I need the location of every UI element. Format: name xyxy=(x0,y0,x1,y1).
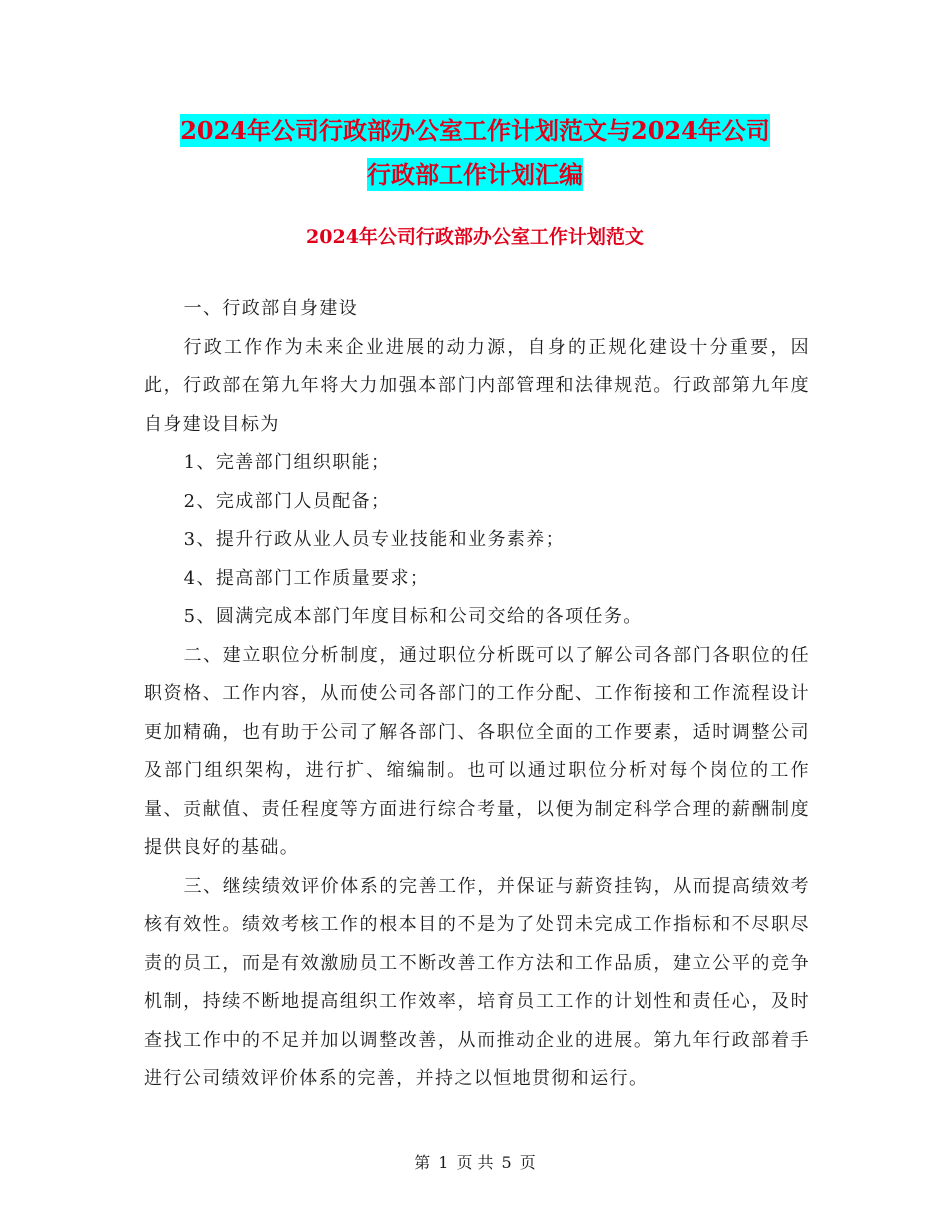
paragraph: 三、继续绩效评价体系的完善工作，并保证与薪资挂钩，从而提高绩效考核有效性。绩效考核工作的根本目的不是为了处罚未完成工作指标和不尽职尽责的员工，而是有效激励员工不断改善工作方法和工作品质，建立公平的竞争机制，持续不断地提高组织工作效率，培育员工工作的计划性和责任心，及时查找工作中的不足并加以调整改善，从而推动企业的进展。第九年行政部着手进行公司绩效评价体系的完善，并持之以恒地贯彻和运行。 xyxy=(144,875,810,1089)
document-title-line-1 xyxy=(130,108,820,154)
list-item: 3、提升行政从业人员专业技能和业务素养； xyxy=(183,529,566,550)
footer-middle: 页 共 xyxy=(456,1153,494,1172)
footer-page-number: 1 xyxy=(438,1153,449,1172)
document-title-line-2 xyxy=(130,152,820,198)
footer-prefix: 第 xyxy=(414,1153,431,1172)
list-item: 5、圆满完成本部门年度目标和公司交给的各项任务。 xyxy=(183,606,643,627)
footer-total-pages: 5 xyxy=(501,1153,512,1172)
footer-suffix: 页 xyxy=(519,1153,536,1172)
title-highlight-2: 行政部工作计划汇编 xyxy=(367,160,583,189)
document-body xyxy=(144,290,810,1099)
paragraph: 行政工作作为未来企业进展的动力源，自身的正规化建设十分重要，因此，行政部在第九年将大力加强本部门内部管理和法律规范。行政部第九年度自身建设目标为 xyxy=(144,336,810,435)
title-highlight-1: 2024年公司行政部办公室工作计划范文与2024年公司 xyxy=(180,116,770,145)
paragraph-heading-1: 一、行政部自身建设 xyxy=(183,298,359,319)
list-item: 4、提高部门工作质量要求； xyxy=(183,567,430,589)
page-footer xyxy=(0,1150,950,1173)
list-item: 2、完成部门人员配备； xyxy=(183,490,391,512)
paragraph: 二、建立职位分析制度，通过职位分析既可以了解公司各部门各职位的任职资格、工作内容，从而使公司各部门的工作分配、工作衔接和工作流程设计更加精确，也有助于公司了解各部门、各职位全面的工作要素，适时调整公司及部门组织架构，进行扩、缩编制。也可以通过职位分析对每个岗位的工作量、贡献值、责任程度等方面进行综合考量，以便为制定科学合理的薪酬制度提供良好的基础。 xyxy=(144,644,810,858)
list-item: 1、完善部门组织职能； xyxy=(183,452,391,473)
section-title: 2024年公司行政部办公室工作计划范文 xyxy=(306,226,644,248)
